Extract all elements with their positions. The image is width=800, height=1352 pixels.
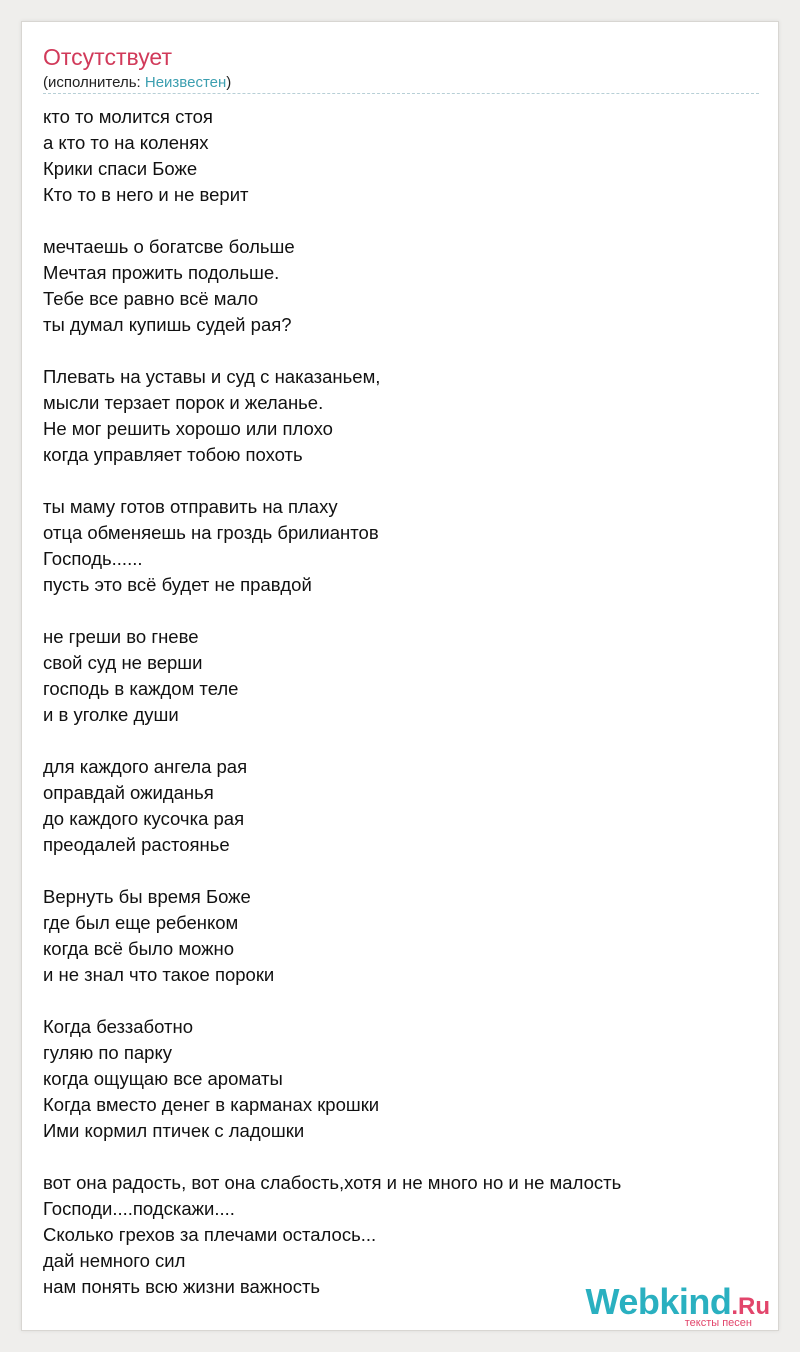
lyric-line: Господи....подскажи.... (43, 1198, 235, 1219)
lyrics-stanza (43, 754, 763, 858)
lyrics-stanza (43, 494, 763, 598)
lyric-line: не греши во гневе (43, 626, 199, 647)
lyric-line: гуляю по парку (43, 1042, 173, 1063)
song-title: Отсутствует (43, 44, 172, 70)
lyric-line: Когда беззаботно (43, 1016, 193, 1037)
lyric-line: вот она радость, вот она слабость,хотя и не много но и не малость (43, 1172, 622, 1193)
lyrics-text (43, 104, 763, 1300)
lyrics-stanza (43, 884, 763, 988)
lyric-line: до каждого кусочка рая (43, 808, 245, 829)
lyric-line: Когда вместо денег в карманах крошки (43, 1094, 380, 1115)
lyric-line: а кто то на коленях (43, 132, 209, 153)
lyric-line: ты маму готов отправить на плаху (43, 496, 338, 517)
lyric-line: Мечтая прожить подольше. (43, 262, 280, 283)
artist-suffix: ) (226, 74, 232, 91)
lyric-line: дай немного сил (43, 1250, 186, 1271)
lyric-line: Плевать на уставы и суд с наказаньем, (43, 366, 381, 387)
lyric-line: для каждого ангела рая (43, 756, 248, 777)
artist-prefix: (исполнитель: (43, 74, 145, 91)
lyric-line: и в уголке души (43, 704, 179, 725)
lyric-line: Кто то в него и не верит (43, 184, 249, 205)
lyrics-stanza (43, 1014, 763, 1144)
lyrics-card (21, 21, 779, 1331)
lyric-line: ты думал купишь судей рая? (43, 314, 292, 335)
lyric-line: мысли терзает порок и желанье. (43, 392, 324, 413)
lyric-line: кто то молится стоя (43, 106, 213, 127)
lyric-line: Сколько грехов за плечами осталось... (43, 1224, 377, 1245)
lyric-line: нам понять всю жизни важность (43, 1276, 321, 1297)
dashed-divider (43, 93, 759, 94)
lyric-line: отца обменяешь на гроздь брилиантов (43, 522, 379, 543)
lyric-line: когда управляет тобою похоть (43, 444, 303, 465)
lyric-line: Тебе все равно всё мало (43, 288, 259, 309)
lyric-line: свой суд не верши (43, 652, 203, 673)
lyrics-stanza (43, 234, 763, 338)
lyric-line: когда ощущаю все ароматы (43, 1068, 283, 1089)
lyric-line: пусть это всё будет не правдой (43, 574, 312, 595)
artist-line (43, 74, 231, 92)
logo-word: Webkind (585, 1281, 732, 1322)
lyrics-stanza (43, 364, 763, 468)
lyrics-stanza (43, 104, 763, 208)
lyric-line: оправдай ожиданья (43, 782, 214, 803)
lyric-line: преодалей растоянье (43, 834, 230, 855)
lyric-line: Крики спаси Боже (43, 158, 198, 179)
lyric-line: господь в каждом теле (43, 678, 239, 699)
webkind-logo[interactable] (570, 1281, 770, 1329)
lyric-line: Вернуть бы время Боже (43, 886, 251, 907)
lyric-line: Не мог решить хорошо или плохо (43, 418, 333, 439)
lyric-line: Ими кормил птичек с ладошки (43, 1120, 305, 1141)
lyric-line: Господь...... (43, 548, 143, 569)
lyrics-stanza (43, 624, 763, 728)
lyric-line: где был еще ребенком (43, 912, 239, 933)
artist-link[interactable]: Неизвестен (144, 74, 227, 91)
lyric-line: и не знал что такое пороки (43, 964, 275, 985)
lyric-line: мечтаешь о богатсве больше (43, 236, 295, 257)
logo-tagline: тексты песен (684, 1317, 752, 1329)
lyric-line: когда всё было можно (43, 938, 235, 959)
logo-tld: .Ru (731, 1293, 770, 1320)
